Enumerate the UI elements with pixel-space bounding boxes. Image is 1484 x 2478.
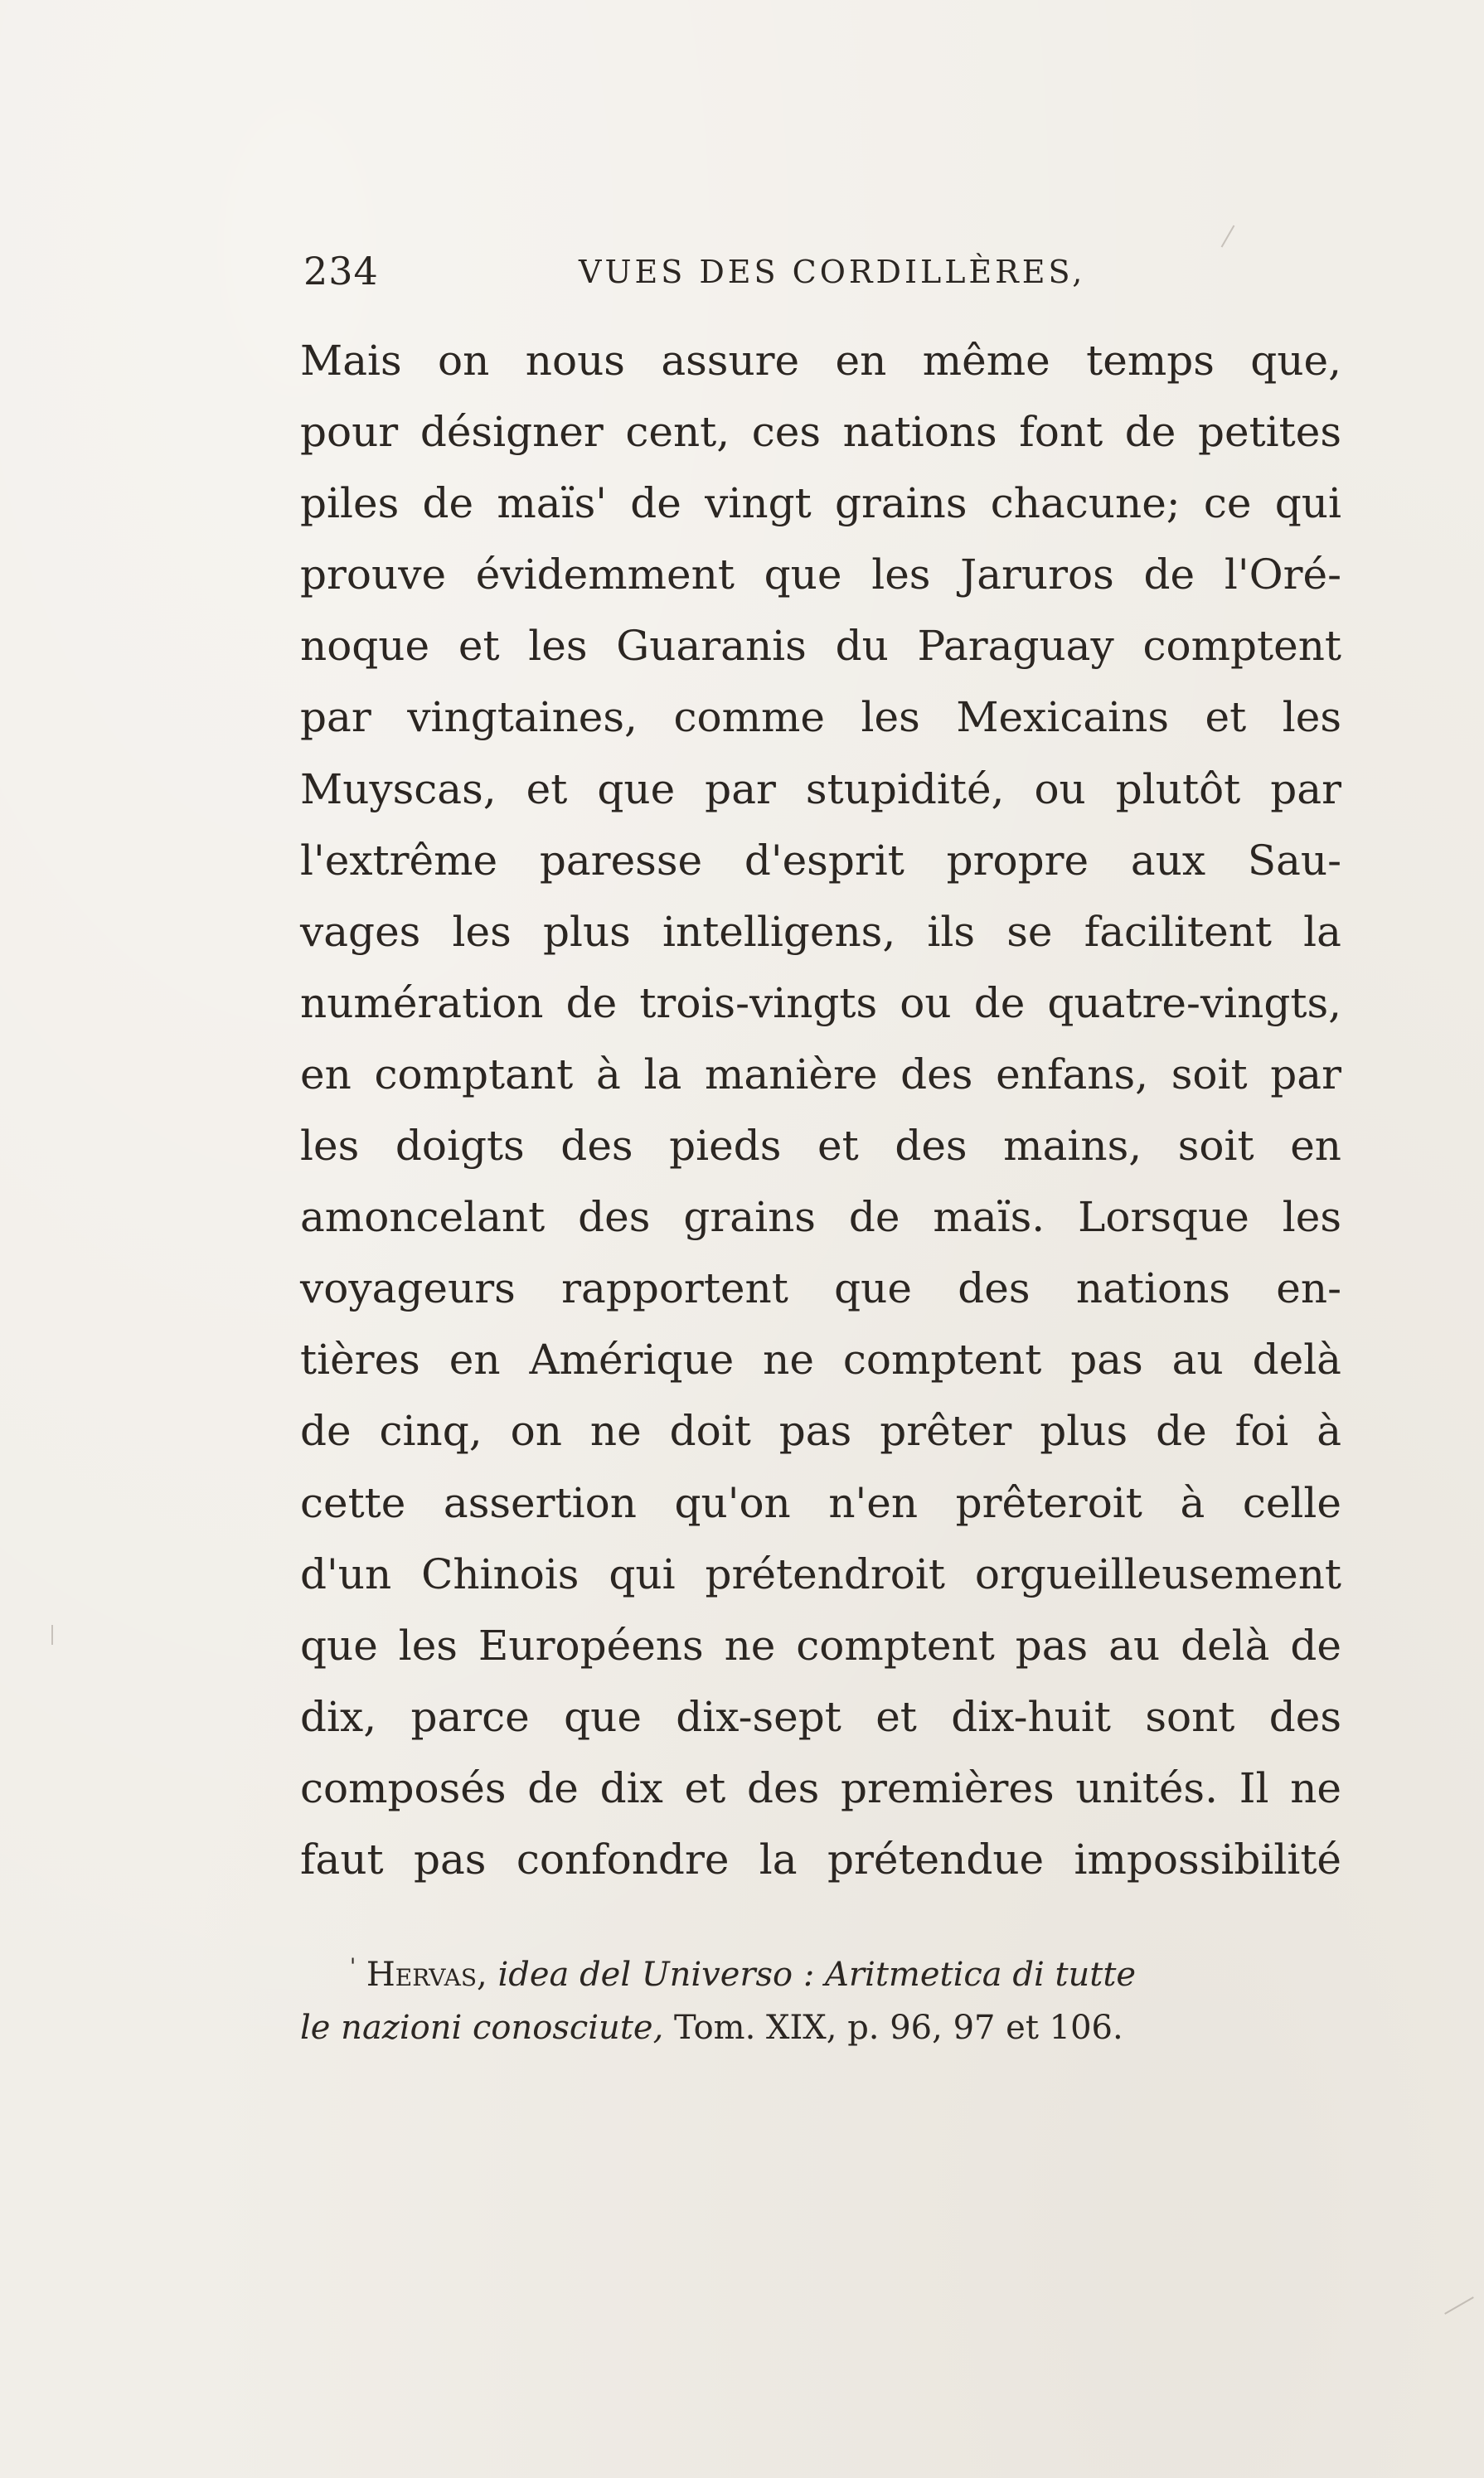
footnote-title: idea del Universo : Aritmetica di tutte <box>497 1956 1137 1994</box>
text-line: par vingtaines, comme les Mexicains et les <box>300 693 1341 742</box>
text-line: cette assertion qu'on n'en prêteroit à celle <box>300 1478 1341 1527</box>
text-line: Mais on nous assure en même temps que, <box>300 337 1341 385</box>
text-line: noque et les Guaranis du Paraguay comptent <box>300 622 1341 671</box>
footnote-title-continued: le nazioni conosciute, <box>300 2009 664 2047</box>
text-line: voyageurs rapportent que des nations en- <box>300 1264 1341 1313</box>
text-line: vages les plus intelligens, ils se facilitent la <box>300 907 1341 956</box>
text-line: prouve évidemment que les Jaruros de l'Oré- <box>300 550 1341 599</box>
text-line: pour désigner cent, ces nations font de petites <box>300 408 1341 457</box>
text-line: d'un Chinois qui prétendroit orgueilleusement <box>300 1549 1341 1598</box>
text-line: l'extrême paresse d'esprit propre aux Sau- <box>300 836 1341 885</box>
text-line: numération de trois-vingts ou de quatre-vingts, <box>300 978 1341 1027</box>
paper-blemish <box>51 1625 53 1645</box>
paper-blemish <box>1221 225 1235 248</box>
page-number: 234 <box>303 249 379 293</box>
text-line: les doigts des pieds et des mains, soit en <box>300 1122 1341 1171</box>
text-line: tières en Amérique ne comptent pas au delà <box>300 1336 1341 1384</box>
text-line: en comptant à la manière des enfans, soit par <box>300 1050 1341 1098</box>
text-line: de cinq, on ne doit pas prêter plus de foi à <box>300 1407 1341 1456</box>
running-title: VUES DES CORDILLÈRES, <box>579 254 1086 290</box>
paper-blemish <box>1444 2296 1474 2315</box>
footnote <box>300 1948 1341 2054</box>
running-head <box>303 249 1345 298</box>
footnote-reference: Tom. XIX, p. 96, 97 et 106. <box>674 2009 1123 2047</box>
footnote-marker: ' <box>350 1954 356 1980</box>
footnote-author: Hervas, <box>366 1956 487 1994</box>
text-line: piles de maïs' de vingt grains chacune; ce qui <box>300 479 1341 528</box>
text-line: dix, parce que dix-sept et dix-huit sont des <box>300 1692 1341 1741</box>
text-line: faut pas confondre la prétendue impossibilité <box>300 1835 1341 1884</box>
text-line: que les Européens ne comptent pas au delà de <box>300 1621 1341 1670</box>
footnote-line <box>300 2001 1341 2054</box>
text-line: amoncelant des grains de maïs. Lorsque les <box>300 1193 1341 1242</box>
body-text <box>300 325 1341 1895</box>
text-line: composés de dix et des premières unités. Il ne <box>300 1763 1341 1812</box>
text-line: Muyscas, et que par stupidité, ou plutôt par <box>300 764 1341 813</box>
footnote-line <box>300 1948 1341 2001</box>
